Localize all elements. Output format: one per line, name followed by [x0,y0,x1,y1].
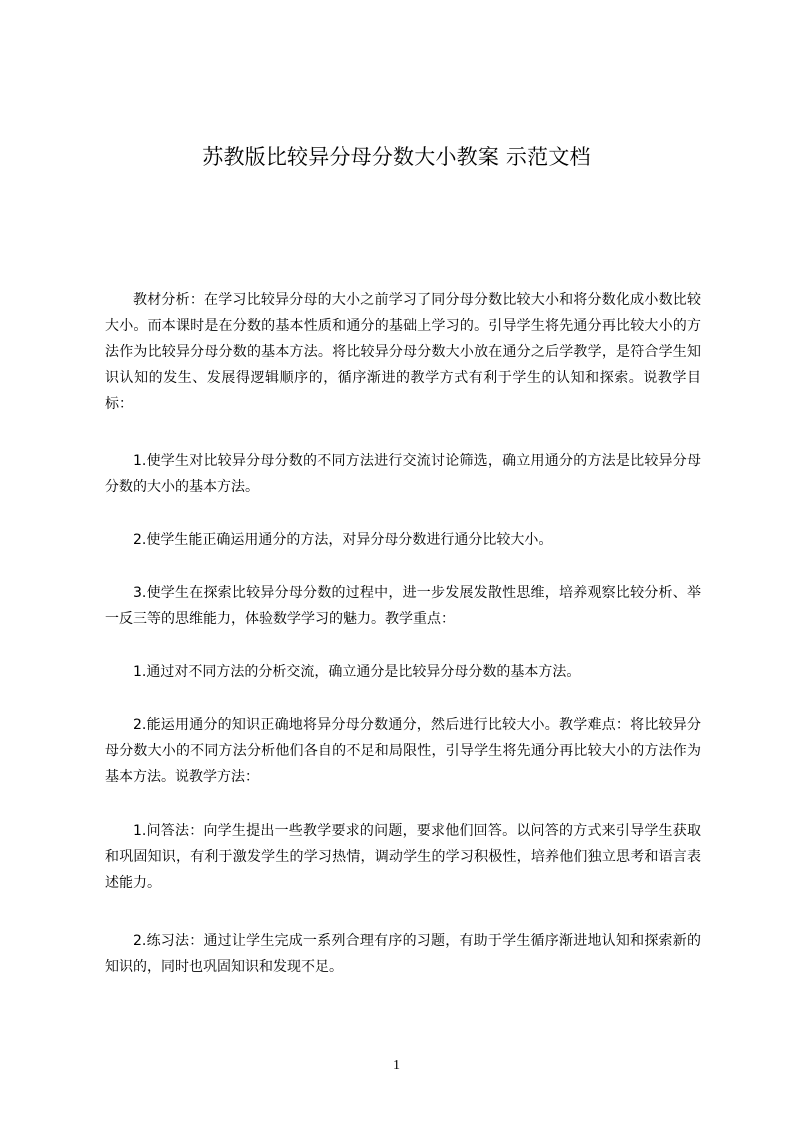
paragraph-goal-1: 1.使学生对比较异分母分数的不同方法进行交流讨论筛选，确立用通分的方法是比较异分母分数的大小的基本方法。 [105,453,701,495]
paragraph-key-point-2: 2.能运用通分的知识正确地将异分母分数通分，然后进行比较大小。教学难点：将比较异分母分数大小的不同方法分析他们各自的不足和局限性，引导学生将先通分再比较大小的方法作为基本方法。说教学方法： [105,717,701,785]
paragraph-method-practice: 2.练习法：通过让学生完成一系列合理有序的习题，有助于学生循序渐进地认知和探索新的知识的，同时也巩固知识和发现不足。 [105,933,701,975]
paragraph-material-analysis: 教材分析：在学习比较异分母的大小之前学习了同分母分数比较大小和将分数化成小数比较大小。而本课时是在分数的基本性质和通分的基础上学习的。引导学生将先通分再比较大小的方法作为比较异分母分数的基本方法。将比较异分母分数大小放在通分之后学教学，是符合学生知识认知的发生、发展得逻辑顺序的，循序渐进的教学方式有利于学生的认知和探索。说教学目标： [105,292,701,412]
document-title: 苏教版比较异分母分数大小教案 示范文档 [202,145,591,169]
paragraph-goal-3: 3.使学生在探索比较异分母分数的过程中，进一步发展发散性思维，培养观察比较分析、举一反三等的思维能力，体验数学学习的魅力。教学重点： [105,585,701,627]
page-number: 1 [393,1058,400,1073]
paragraph-goal-2: 2.使学生能正确运用通分的方法，对异分母分数进行通分比较大小。 [133,532,553,548]
paragraph-key-point-1: 1.通过对不同方法的分析交流，确立通分是比较异分母分数的基本方法。 [133,664,581,680]
paragraph-method-question-answer: 1.问答法：向学生提出一些教学要求的问题，要求他们回答。以问答的方式来引导学生获取和巩固知识，有利于激发学生的学习热情，调动学生的学习积极性，培养他们独立思考和语言表述能力。 [105,823,701,891]
